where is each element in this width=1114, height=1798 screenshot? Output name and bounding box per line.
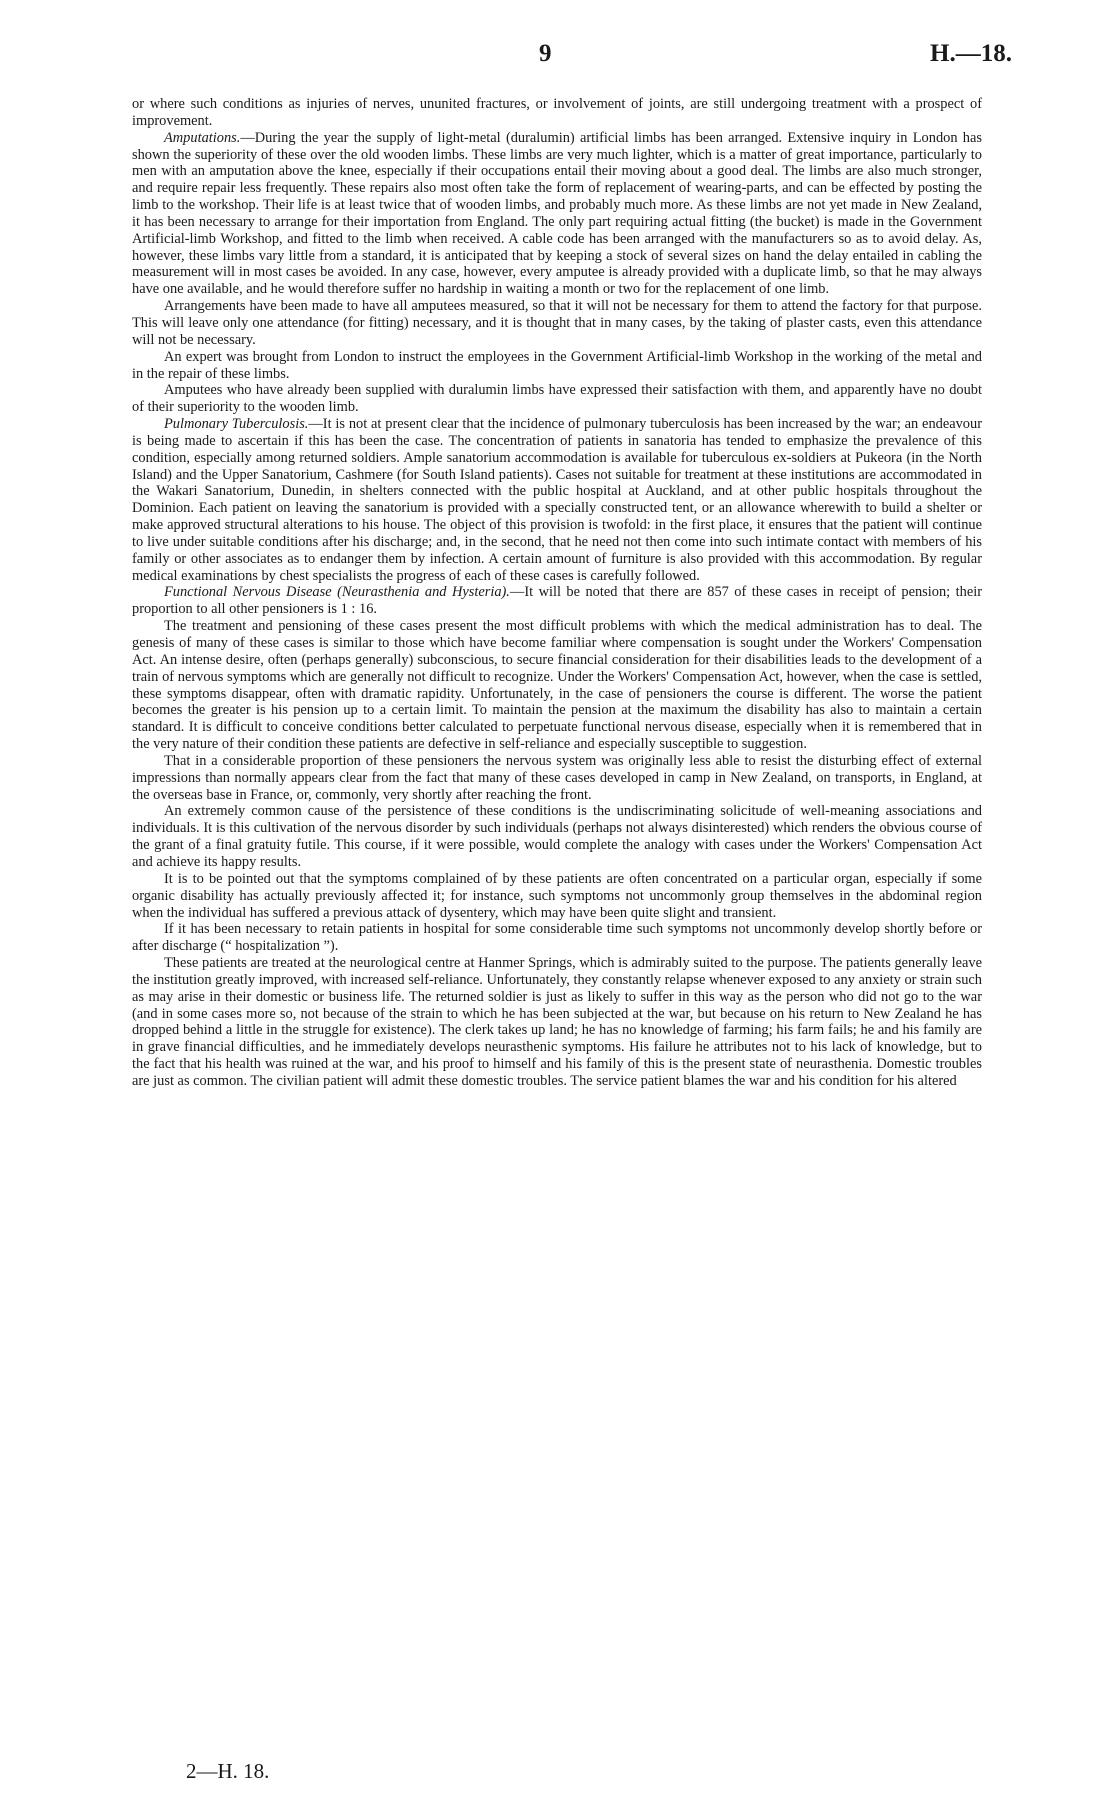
paragraph — [132, 753, 982, 804]
paragraph-text: It is to be pointed out that the symptoms complained of by these patients are often concentrated on a particular organ, especially if some organic disability has actually previously affected it; for instance, such symptoms not uncommonly group themselves in the abdominal region when the individual has suffered a previous attack of dysentery, which may have been quite slight and transient. — [132, 870, 982, 921]
document-code: H.—18. — [930, 40, 1012, 67]
paragraph — [132, 382, 982, 416]
paragraph-text: —During the year the supply of light-metal (duralumin) artificial limbs has been arranged. Extensive inquiry in London has shown the superiority of these over the old wooden limbs. These limbs are very much lighter, which is a matter of great importance, particularly to men with an amputation above the knee, especially if their occupations entail their moving about a good deal. The limbs are also much stronger, and require repair less frequently. These repairs also most often take the form of replacement of wearing-parts, and can be effected by posting the limb to the workshop. Their life is at least twice that of wooden limbs, and probably much more. As these limbs are not yet made in New Zealand, it has been necessary to arrange for their importation from England. The only part requiring actual fitting (the bucket) is made in the Government Artificial-limb Workshop, and fitted to the limb when received. A cable code has been arranged with the manufacturers so as to avoid delay. As, however, these limbs vary little from a standard, it is anticipated that by keeping a stock of several sizes on hand the delay entailed in cabling the measurement will in most cases be avoided. In any case, however, every amputee is already provided with a duplicate limb, so that he may always have one available, and he would therefore suffer no hardship in waiting a month or two for the replacement of one limb. — [132, 129, 982, 298]
paragraph-text: An extremely common cause of the persistence of these conditions is the undiscriminating solicitude of well-meaning associations and individuals. It is this cultivation of the nervous disorder by such individuals (perhaps not always disinterested) which renders the obvious course of the grant of a final gratuity futile. This course, if it were possible, would complete the analogy with cases under the Workers' Compensation Act and achieve its happy results. — [132, 803, 982, 870]
page-number: 9 — [539, 40, 552, 67]
paragraph-text: That in a considerable proportion of these pensioners the nervous system was originally less able to resist the disturbing effect of external impressions than normally appears clear from the fact that many of these cases developed in camp in New Zealand, on transports, in England, at the overseas base in France, or, commonly, very shortly after reaching the front. — [132, 752, 982, 803]
paragraph — [132, 921, 982, 955]
paragraph — [132, 955, 982, 1090]
paragraph-text: —It will be noted that there are 857 of these cases in receipt of pension; their proportion to all other pensioners is 1 : 16. — [132, 584, 982, 618]
paragraph — [132, 803, 982, 870]
paragraph — [132, 130, 982, 298]
paragraph-text: If it has been necessary to retain patients in hospital for some considerable time such symptoms not uncommonly develop shortly before or after discharge (“ hospitalization ”). — [132, 921, 982, 955]
paragraph-text: or where such conditions as injuries of nerves, ununited fractures, or involvement of joints, are still undergoing treatment with a prospect of improvement. — [132, 96, 982, 129]
paragraph-text: These patients are treated at the neurological centre at Hanmer Springs, which is admirably suited to the purpose. The patients generally leave the institution greatly improved, with increased self-reliance. Unfortunately, they constantly relapse whenever exposed to any anxiety or strain such as may arise in their domestic or business life. The returned soldier is just as likely to suffer in this way as the person who did not go to the war (and in some cases more so, not because of the strain to which he has been subjected at the war, but because on his return to New Zealand he has dropped behind a little in the struggle for existence). The clerk takes up land; he has no knowledge of farming; his farm fails; he and his family are in grave financial difficulties, and he immediately develops neurasthenic symptoms. His failure he attributes not to his lack of knowledge, but to the fact that his health was ruined at the war, and his proof to himself and his family of this is the present state of neurasthenia. Domestic troubles are just as common. The civilian patient will admit these domestic troubles. The service patient blames the war and his condition for his altered — [132, 955, 982, 1089]
paragraph — [132, 349, 982, 383]
section-heading: Pulmonary Tuberculosis. — [164, 416, 309, 433]
paragraph — [132, 298, 982, 349]
paragraph — [132, 416, 982, 584]
section-heading: Functional Nervous Disease (Neurasthenia and Hysteria). — [164, 584, 510, 601]
paragraph-text: An expert was brought from London to instruct the employees in the Government Artificial-limb Workshop in the working of the metal and in the repair of these limbs. — [132, 348, 982, 382]
paragraph — [132, 618, 982, 753]
body-text — [132, 96, 982, 1090]
paragraph — [132, 96, 982, 130]
paragraph — [132, 584, 982, 618]
paragraph — [132, 871, 982, 922]
paragraph-text: The treatment and pensioning of these cases present the most difficult problems with which the medical administration has to deal. The genesis of many of these cases is similar to those which have become familiar where compensation is sought under the Workers' Compensation Act. An intense desire, often (perhaps generally) subconscious, to secure financial consideration for their disabilities leads to the development of a train of nervous symptoms which are generally not difficult to recognize. Under the Workers' Compensation Act, however, when the case is settled, these symptoms disappear, often with dramatic rapidity. Unfortunately, in the case of pensioners the course is different. The worse the patient becomes the greater is his pension up to a certain limit. To maintain the pension at the maximum the disability has also to maintain a certain standard. It is difficult to conceive conditions better calculated to perpetuate functional nervous disease, especially when it is remembered that in the very nature of their condition these patients are defective in self-reliance and especially susceptible to suggestion. — [132, 618, 982, 753]
paragraph-text: —It is not at present clear that the incidence of pulmonary tuberculosis has been increased by the war; an endeavour is being made to ascertain if this has been the case. The concentration of patients in sanatoria has tended to emphasize the prevalence of this condition, especially among returned soldiers. Ample sanatorium accommodation is available for tuberculous ex-soldiers at Pukeora (in the North Island) and the Upper Sanatorium, Cashmere (for South Island patients). Cases not suitable for treatment at these institutions are accommodated in the Wakari Sanatorium, Dunedin, in shelters connected with the public hospital at Auckland, and at other public hospitals throughout the Dominion. Each patient on leaving the sanatorium is provided with a specially constructed tent, or an allowance wherewith to build a shelter or make approved structural alterations to his house. The object of this provision is twofold: in the first place, it ensures that the patient will continue to live under suitable conditions after his discharge; and, in the second, that he need not then come into such intimate contact with members of his family or other associates as to endanger them by infection. A certain amount of furniture is also provided with this accommodation. By regular medical examinations by chest specialists the progress of each of these cases is carefully followed. — [132, 416, 982, 584]
signature-mark: 2—H. 18. — [186, 1759, 270, 1783]
paragraph-text: Amputees who have already been supplied with duralumin limbs have expressed their satisfaction with them, and apparently have no doubt of their superiority to the wooden limb. — [132, 382, 982, 416]
paragraph-text: Arrangements have been made to have all amputees measured, so that it will not be necessary for them to attend the factory for that purpose. This will leave only one attendance (for fitting) necessary, and it is thought that in many cases, by the taking of plaster casts, even this attendance will not be necessary. — [132, 298, 982, 348]
section-heading: Amputations. — [164, 129, 241, 146]
